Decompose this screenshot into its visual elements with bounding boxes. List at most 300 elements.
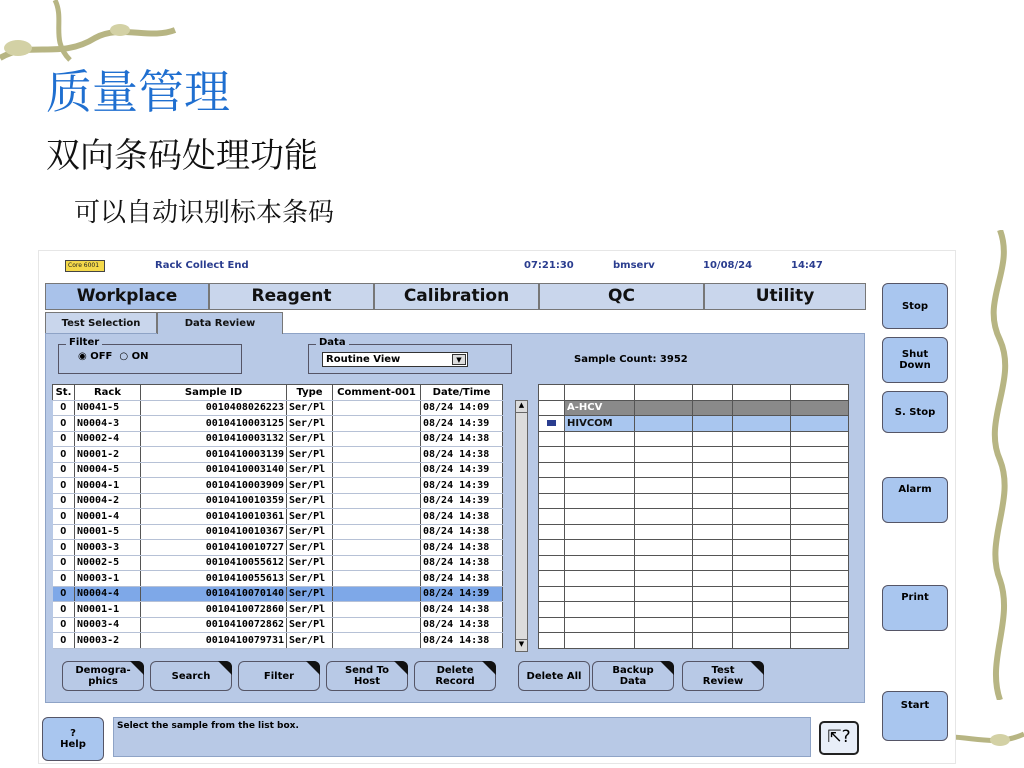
test-cell (635, 431, 693, 447)
table-cell: O (53, 478, 75, 494)
test-cell (635, 447, 693, 463)
test-cell (791, 617, 849, 633)
col-header[interactable]: Type (287, 385, 333, 401)
message-bar: Select the sample from the list box. (113, 717, 811, 757)
test-cell (539, 478, 565, 494)
vine-decoration (970, 230, 1024, 700)
table-cell: O (53, 447, 75, 463)
action-button-label: Delete Record (435, 665, 475, 687)
test-col-header[interactable]: Unit (791, 385, 849, 401)
test-cell (693, 509, 733, 525)
table-cell: 08/24 14:38 (421, 617, 503, 633)
test-col-header[interactable]: R.M. (693, 385, 733, 401)
data-label: Data (316, 337, 349, 348)
help-button[interactable]: ? Help (42, 717, 104, 761)
test-cell (733, 540, 791, 556)
data-select[interactable] (322, 352, 468, 367)
test-cell (791, 586, 849, 602)
table-row[interactable] (53, 416, 503, 432)
table-row[interactable] (53, 633, 503, 649)
filter-off-radio[interactable]: ◉ OFF ○ ON (78, 351, 149, 362)
scrollbar[interactable] (515, 400, 528, 652)
test-row[interactable] (539, 493, 849, 509)
scroll-up-icon[interactable]: ▲ (516, 401, 527, 413)
side-button[interactable]: Stop (882, 283, 948, 329)
test-cell (693, 555, 733, 571)
test-cell (565, 586, 635, 602)
test-cell (635, 416, 693, 432)
corner-icon (660, 661, 674, 675)
table-row[interactable] (53, 493, 503, 509)
table-cell: N0002-5 (75, 555, 141, 571)
test-cell (733, 633, 791, 649)
table-cell: Ser/Pl (287, 555, 333, 571)
table-cell: O (53, 586, 75, 602)
action-button[interactable] (414, 661, 496, 691)
table-row[interactable] (53, 602, 503, 618)
table-cell: 0010410010367 (141, 524, 287, 540)
test-cell (791, 602, 849, 618)
table-cell: Ser/Pl (287, 416, 333, 432)
table-cell: 08/24 14:38 (421, 447, 503, 463)
test-row[interactable] (539, 447, 849, 463)
test-table (538, 384, 849, 649)
core-badge: Core 6001 (65, 260, 105, 272)
table-cell: 0010410003125 (141, 416, 287, 432)
test-cell (733, 586, 791, 602)
corner-icon (130, 661, 144, 675)
table-cell: 08/24 14:38 (421, 555, 503, 571)
table-cell: O (53, 540, 75, 556)
test-cell (733, 524, 791, 540)
table-cell: 08/24 14:38 (421, 524, 503, 540)
test-cell (635, 478, 693, 494)
table-cell: N0004-3 (75, 416, 141, 432)
table-cell: N0001-2 (75, 447, 141, 463)
test-row[interactable] (539, 416, 849, 432)
date-text: 10/08/24 (703, 260, 753, 271)
action-button-label: Send To Host (344, 665, 390, 687)
table-cell: 08/24 14:38 (421, 633, 503, 649)
test-cell (693, 540, 733, 556)
test-cell (791, 493, 849, 509)
table-cell: 0010410072860 (141, 602, 287, 618)
table-cell: O (53, 633, 75, 649)
table-cell: 0010410079731 (141, 633, 287, 649)
test-cell (693, 431, 733, 447)
test-cell (565, 571, 635, 587)
test-cell (693, 462, 733, 478)
test-cell (791, 431, 849, 447)
table-cell (333, 509, 421, 525)
table-cell: 08/24 14:38 (421, 571, 503, 587)
test-cell (539, 617, 565, 633)
action-button[interactable] (326, 661, 408, 691)
table-cell: N0003-4 (75, 617, 141, 633)
table-row[interactable] (53, 400, 503, 416)
test-cell (693, 617, 733, 633)
test-cell (635, 571, 693, 587)
table-cell: 08/24 14:38 (421, 540, 503, 556)
test-cell (539, 431, 565, 447)
action-button-label: Backup Data (612, 665, 654, 687)
table-cell: Ser/Pl (287, 462, 333, 478)
table-cell: 08/24 14:39 (421, 493, 503, 509)
table-cell: 0010410010727 (141, 540, 287, 556)
table-cell: O (53, 493, 75, 509)
test-cell (635, 524, 693, 540)
test-cell (565, 431, 635, 447)
data-select-value: Routine View (326, 354, 401, 365)
test-cell (693, 571, 733, 587)
table-cell: Ser/Pl (287, 571, 333, 587)
table-cell: Ser/Pl (287, 617, 333, 633)
table-row[interactable] (53, 524, 503, 540)
test-row[interactable] (539, 462, 849, 478)
tab-workplace[interactable]: Workplace (45, 283, 209, 310)
test-cell (539, 524, 565, 540)
table-cell: N0003-3 (75, 540, 141, 556)
action-button[interactable] (518, 661, 590, 691)
test-cell (791, 447, 849, 463)
table-cell: O (53, 416, 75, 432)
test-cell (693, 633, 733, 649)
table-cell: N0001-5 (75, 524, 141, 540)
tab-utility[interactable]: Utility (704, 283, 866, 310)
table-cell: Ser/Pl (287, 586, 333, 602)
col-header[interactable]: Rack (75, 385, 141, 401)
test-cell (693, 586, 733, 602)
table-cell: 08/24 14:38 (421, 602, 503, 618)
status-text: Rack Collect End (155, 260, 249, 271)
table-cell: N0001-1 (75, 602, 141, 618)
test-cell (693, 493, 733, 509)
action-button-label: Search (171, 670, 211, 682)
test-cell (565, 524, 635, 540)
test-cell (635, 493, 693, 509)
table-cell: 0010410010361 (141, 509, 287, 525)
test-col-header[interactable]: Alarm (733, 385, 791, 401)
table-cell: 08/24 14:39 (421, 462, 503, 478)
table-cell: Ser/Pl (287, 509, 333, 525)
test-row[interactable] (539, 617, 849, 633)
table-cell: N0004-1 (75, 478, 141, 494)
test-row[interactable] (539, 602, 849, 618)
table-cell: N0001-4 (75, 509, 141, 525)
test-cell (791, 416, 849, 432)
test-cell (733, 447, 791, 463)
table-cell: Ser/Pl (287, 540, 333, 556)
table-cell: N0004-4 (75, 586, 141, 602)
table-cell: Ser/Pl (287, 400, 333, 416)
test-cell (733, 462, 791, 478)
action-button[interactable] (62, 661, 144, 691)
checkbox-icon[interactable] (547, 420, 556, 426)
action-button[interactable] (592, 661, 674, 691)
test-cell (693, 416, 733, 432)
table-cell: 0010410003909 (141, 478, 287, 494)
table-cell: Ser/Pl (287, 602, 333, 618)
test-cell (791, 571, 849, 587)
table-cell (333, 416, 421, 432)
clock-b: 14:47 (791, 260, 823, 271)
test-col-header[interactable] (539, 385, 565, 401)
table-cell: 08/24 14:38 (421, 431, 503, 447)
test-cell (565, 555, 635, 571)
user-name: bmserv (613, 260, 655, 271)
test-cell (693, 447, 733, 463)
table-cell (333, 431, 421, 447)
corner-icon (306, 661, 320, 675)
table-cell: 08/24 14:38 (421, 509, 503, 525)
test-cell (539, 416, 565, 432)
table-cell (333, 571, 421, 587)
table-cell: 0010410003140 (141, 462, 287, 478)
action-button[interactable] (150, 661, 232, 691)
test-cell (693, 602, 733, 618)
test-cell (733, 602, 791, 618)
test-row[interactable] (539, 586, 849, 602)
tab-reagent[interactable]: Reagent (209, 283, 374, 310)
test-cell (693, 478, 733, 494)
test-cell (635, 602, 693, 618)
dropdown-arrow-icon[interactable]: ▼ (452, 354, 466, 365)
table-cell: N0002-4 (75, 431, 141, 447)
test-cell (733, 493, 791, 509)
table-row[interactable] (53, 586, 503, 602)
test-cell (565, 509, 635, 525)
test-cell: A-HCV (565, 400, 635, 416)
test-cell (539, 633, 565, 649)
test-cell (565, 493, 635, 509)
side-button[interactable]: Alarm (882, 477, 948, 523)
test-cell (733, 416, 791, 432)
test-cell (565, 462, 635, 478)
test-row[interactable] (539, 400, 849, 416)
test-col-header[interactable]: Test (565, 385, 635, 401)
table-cell: Ser/Pl (287, 447, 333, 463)
table-cell: N0004-2 (75, 493, 141, 509)
table-cell: O (53, 571, 75, 587)
table-cell (333, 447, 421, 463)
table-cell: Ser/Pl (287, 524, 333, 540)
corner-icon (750, 661, 764, 675)
test-cell (539, 447, 565, 463)
test-cell (733, 400, 791, 416)
test-cell (635, 400, 693, 416)
test-cell (539, 509, 565, 525)
table-cell: Ser/Pl (287, 493, 333, 509)
table-cell (333, 493, 421, 509)
action-button-label: Test Review (702, 665, 744, 687)
col-header[interactable]: Comment-001 (333, 385, 421, 401)
filter-label: Filter (66, 337, 102, 348)
test-col-header[interactable]: Result (635, 385, 693, 401)
table-row[interactable] (53, 509, 503, 525)
table-cell (333, 540, 421, 556)
test-cell (565, 540, 635, 556)
table-cell: 08/24 14:39 (421, 416, 503, 432)
test-cell (635, 555, 693, 571)
action-button-label: Filter (263, 670, 295, 682)
sample-count: Sample Count: 3952 (574, 354, 688, 365)
table-cell: 08/24 14:39 (421, 586, 503, 602)
test-cell (539, 586, 565, 602)
table-row[interactable] (53, 478, 503, 494)
table-cell: 08/24 14:39 (421, 478, 503, 494)
table-row[interactable] (53, 431, 503, 447)
test-cell (733, 431, 791, 447)
test-row[interactable] (539, 633, 849, 649)
test-cell (635, 617, 693, 633)
side-button[interactable]: Start (882, 691, 948, 741)
test-cell (565, 447, 635, 463)
button-row (62, 661, 862, 695)
test-row[interactable] (539, 571, 849, 587)
table-cell: 0010408026223 (141, 400, 287, 416)
tab-qc[interactable]: QC (539, 283, 704, 310)
test-cell (565, 478, 635, 494)
table-cell: 08/24 14:09 (421, 400, 503, 416)
test-cell (635, 633, 693, 649)
test-cell (635, 509, 693, 525)
test-cell (733, 555, 791, 571)
table-cell: O (53, 431, 75, 447)
side-button[interactable]: Print (882, 585, 948, 631)
slide-title: 质量管理 (46, 65, 230, 119)
test-cell (791, 478, 849, 494)
test-cell: HIVCOM (565, 416, 635, 432)
corner-icon (394, 661, 408, 675)
table-cell (333, 478, 421, 494)
test-cell (791, 509, 849, 525)
test-row[interactable] (539, 524, 849, 540)
subtab-test-selection[interactable]: Test Selection (45, 312, 157, 334)
corner-icon (218, 661, 232, 675)
test-cell (539, 602, 565, 618)
test-cell (539, 555, 565, 571)
test-cell (791, 633, 849, 649)
test-cell (635, 462, 693, 478)
table-cell: 0010410055613 (141, 571, 287, 587)
table-cell: O (53, 509, 75, 525)
test-row[interactable] (539, 431, 849, 447)
test-cell (733, 509, 791, 525)
action-button-label: Delete All (526, 670, 582, 682)
tab-calibration[interactable]: Calibration (374, 283, 539, 310)
table-cell: O (53, 602, 75, 618)
table-cell: O (53, 400, 75, 416)
table-cell: O (53, 462, 75, 478)
test-cell (791, 462, 849, 478)
clock-a: 07:21:30 (524, 260, 574, 271)
filter-on-label: ON (131, 351, 149, 362)
test-cell (565, 602, 635, 618)
test-cell (693, 400, 733, 416)
side-button[interactable]: S. Stop (882, 391, 948, 433)
col-header[interactable]: Date/Time (421, 385, 503, 401)
table-row[interactable] (53, 462, 503, 478)
test-cell (539, 493, 565, 509)
action-button-label: Demogra- phics (75, 665, 131, 687)
table-cell: O (53, 617, 75, 633)
test-cell (635, 540, 693, 556)
table-row[interactable] (53, 555, 503, 571)
table-cell (333, 586, 421, 602)
table-cell: Ser/Pl (287, 478, 333, 494)
table-cell (333, 633, 421, 649)
table-cell: Ser/Pl (287, 431, 333, 447)
test-cell (733, 617, 791, 633)
test-cell (565, 633, 635, 649)
test-cell (791, 540, 849, 556)
test-cell (733, 571, 791, 587)
scroll-down-icon[interactable]: ▼ (516, 639, 527, 651)
analyzer-screen (38, 250, 956, 764)
slide-bullet: 可以自动识别标本条码 (74, 198, 335, 228)
col-header[interactable]: Sample ID (141, 385, 287, 401)
table-cell: Ser/Pl (287, 633, 333, 649)
table-cell: N0003-1 (75, 571, 141, 587)
cursor-help-icon[interactable]: ⇱? (819, 721, 859, 755)
test-cell (539, 462, 565, 478)
table-cell: 0010410070140 (141, 586, 287, 602)
table-row[interactable] (53, 540, 503, 556)
test-row[interactable] (539, 509, 849, 525)
test-cell (733, 478, 791, 494)
table-row[interactable] (53, 571, 503, 587)
data-review-panel (45, 333, 865, 703)
test-cell (635, 586, 693, 602)
table-cell: N0003-2 (75, 633, 141, 649)
table-cell: 0010410055612 (141, 555, 287, 571)
test-cell (791, 524, 849, 540)
table-cell: 0010410003139 (141, 447, 287, 463)
table-cell (333, 400, 421, 416)
subtab-data-review[interactable]: Data Review (157, 312, 283, 334)
test-row[interactable] (539, 540, 849, 556)
table-cell: 0010410003132 (141, 431, 287, 447)
table-cell (333, 524, 421, 540)
sample-table (52, 384, 503, 649)
corner-icon (482, 661, 496, 675)
test-cell (539, 400, 565, 416)
table-row[interactable] (53, 447, 503, 463)
table-row[interactable] (53, 617, 503, 633)
test-cell (565, 617, 635, 633)
test-cell (539, 571, 565, 587)
table-cell: N0004-5 (75, 462, 141, 478)
filter-off-label: OFF (90, 351, 113, 362)
test-row[interactable] (539, 478, 849, 494)
test-cell (539, 540, 565, 556)
table-cell (333, 555, 421, 571)
table-cell (333, 617, 421, 633)
col-header[interactable]: St. (53, 385, 75, 401)
side-button[interactable]: Shut Down (882, 337, 948, 383)
test-row[interactable] (539, 555, 849, 571)
table-cell: O (53, 524, 75, 540)
table-cell (333, 602, 421, 618)
table-cell: 0010410010359 (141, 493, 287, 509)
table-cell: O (53, 555, 75, 571)
table-cell: N0041-5 (75, 400, 141, 416)
test-cell (693, 524, 733, 540)
action-button[interactable] (238, 661, 320, 691)
action-button[interactable] (682, 661, 764, 691)
checkbox-icon[interactable] (547, 404, 556, 410)
slide-subtitle: 双向条码处理功能 (46, 136, 318, 176)
